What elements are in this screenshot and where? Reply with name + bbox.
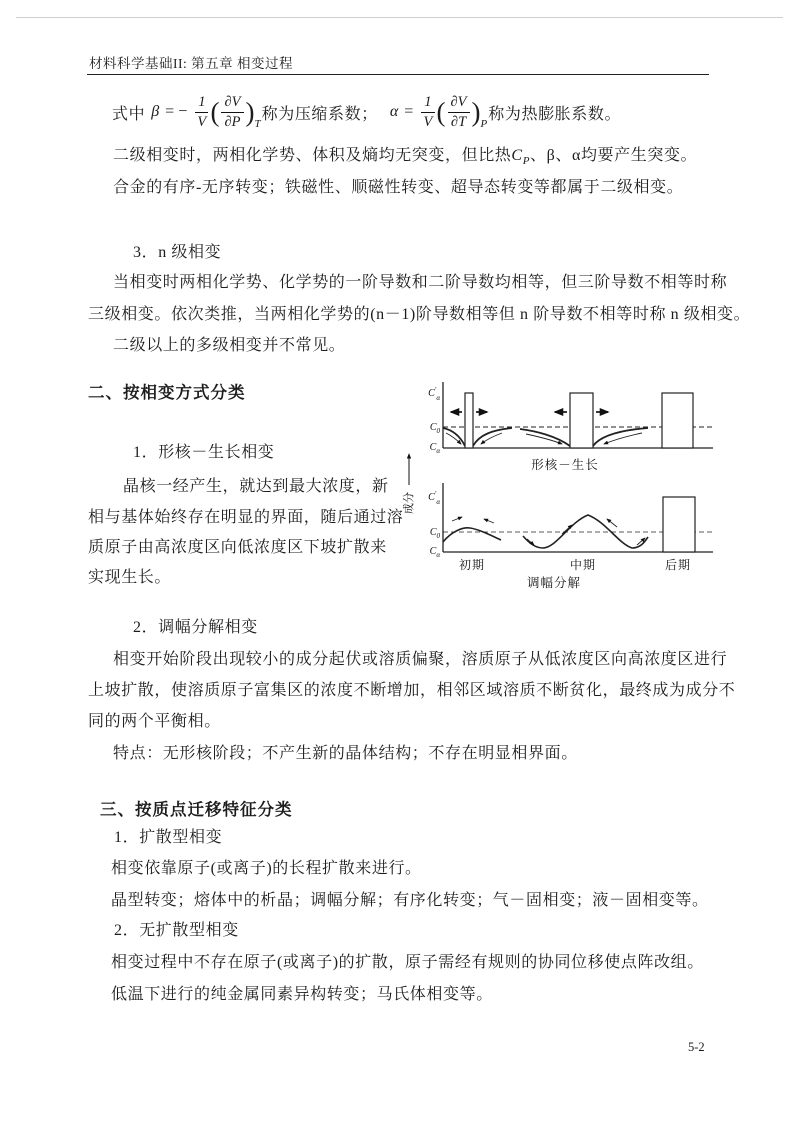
fraction-1-over-V-2: $\frac{1}{V}$	[421, 94, 434, 130]
nucleation-growth-diagram	[443, 382, 713, 448]
diffusion-arrow-1	[446, 433, 461, 444]
heading-spinodal: 2．调幅分解相变	[133, 619, 258, 636]
paragraph-nucleation-1: 晶核一经产生，就达到最大浓度，新	[123, 478, 389, 495]
precipitate-pulse-1	[465, 393, 473, 448]
paragraph-n-level-3: 二级以上的多级相变并不常见。	[113, 337, 346, 354]
compressibility-text: 称为压缩系数；	[261, 105, 378, 123]
right-paren-2: )	[471, 96, 481, 127]
equals-minus: = −	[165, 103, 188, 120]
left-paren: (	[210, 96, 220, 127]
depletion-curve-4	[593, 428, 648, 446]
label-c0-bottom: $C_0$	[429, 527, 440, 540]
page-number: 5-2	[688, 1040, 705, 1054]
paragraph-n-level-1: 当相变时两相化学势、化学势的一阶导数和二阶导数均相等，但三阶导数不相等时称	[113, 274, 728, 291]
paragraph-nucleation-3: 质原子由高浓度区向低浓度区下坡扩散来	[88, 539, 387, 556]
early-stage-wave	[443, 528, 501, 542]
nucleation-growth-caption: 形核－生长	[531, 458, 599, 472]
phase-transformation-diagram	[400, 372, 720, 594]
depletion-curve-1	[443, 428, 465, 446]
paragraph-second-order: 二级相变时，两相化学势、体积及熵均无突变，但比热$C_P$、β、α均要产生突变。	[113, 147, 698, 168]
spinodal-diagram	[443, 483, 713, 552]
label-c-alpha-bottom: $C_\alpha$	[429, 546, 440, 559]
precipitate-pulse-2	[570, 393, 593, 448]
heading-n-level: 3．n 级相变	[133, 244, 222, 261]
precipitate-pulse-3	[662, 393, 693, 448]
equals: =	[404, 103, 414, 120]
fraction-dV-dT: ∂V ∂T	[448, 94, 470, 130]
subscript-P: P	[480, 118, 488, 130]
paragraph-spinodal-1: 相变开始阶段出现较小的成分起伏或溶质偏聚，溶质原子从低浓度区向高浓度区进行	[113, 651, 728, 668]
spinodal-caption: 调幅分解	[526, 576, 582, 590]
stage-label-late: 后期	[664, 558, 692, 572]
alpha-symbol: α	[389, 103, 399, 120]
heading-section-3: 三、按质点迁移特征分类	[100, 801, 293, 819]
label-c-alpha-prime-bottom: $C'_\alpha$	[428, 490, 440, 506]
heading-diffusion: 1．扩散型相变	[114, 829, 223, 846]
formula-lead: 式中	[112, 105, 146, 123]
paragraph-diffusionless-2: 低温下进行的纯金属同素异构转变；马氏体相变等。	[111, 986, 493, 1003]
subscript-T: T	[254, 118, 261, 130]
right-paren: )	[245, 96, 255, 127]
paragraph-nucleation-2: 相与基体始终存在明显的界面，随后通过溶	[88, 509, 404, 526]
header-rule	[87, 74, 709, 75]
thermal-expansion-text: 称为热膨胀系数。	[488, 105, 622, 123]
cp-symbol: C	[511, 147, 523, 164]
heading-diffusionless: 2．无扩散型相变	[114, 922, 239, 939]
late-stage-block	[663, 497, 695, 552]
middle-arrow-2	[562, 525, 572, 534]
paragraph-n-level-2: 三级相变。依次类推，当两相化学势的(n－1)阶导数相等但 n 阶导数不相等时称 n 级相变。	[88, 306, 751, 323]
label-c-alpha-top: $C_\alpha$	[429, 442, 440, 455]
fraction-dV-dP: ∂V ∂P	[221, 94, 243, 130]
paragraph-spinodal-2: 上坡扩散，使溶质原子富集区的浓度不断增加，相邻区域溶质不断贫化，最终成为成分不	[88, 682, 736, 699]
paragraph-diffusion-1: 相变依靠原子(或离子)的长程扩散来进行。	[111, 860, 422, 877]
depletion-curve-3	[520, 429, 570, 446]
stage-label-early: 初期	[458, 558, 486, 572]
stage-label-middle: 中期	[569, 558, 597, 572]
composition-axis-label: 成分	[403, 492, 415, 514]
middle-arrow-3	[607, 519, 617, 527]
left-paren-2: (	[436, 96, 446, 127]
early-arrow-left	[452, 517, 462, 521]
paragraph-nucleation-4: 实现生长。	[88, 569, 172, 586]
paragraph-spinodal-3: 同的两个平衡相。	[88, 713, 221, 730]
early-arrow-right	[484, 519, 494, 523]
paragraph-spinodal-features: 特点：无形核阶段；不产生新的晶体结构；不存在明显相界面。	[113, 745, 578, 762]
paragraph-diffusionless-1: 相变过程中不存在原子(或离子)的扩散，原子需经有规则的协同位移使点阵改组。	[111, 954, 704, 971]
formula-line	[112, 86, 621, 138]
heading-nucleation-growth: 1．形核－生长相变	[133, 444, 275, 461]
page-header: 材料科学基础II: 第五章 相变过程	[89, 56, 293, 71]
label-c0-top: $C_0$	[429, 422, 440, 435]
beta-symbol: β	[151, 103, 160, 120]
paragraph-alloy: 合金的有序-无序转变；铁磁性、顺磁性转变、超导态转变等都属于二级相变。	[113, 179, 684, 196]
heading-section-2: 二、按相变方式分类	[88, 384, 246, 402]
scan-edge-line	[16, 17, 783, 18]
paragraph-diffusion-2: 晶型转变；熔体中的析晶；调幅分解；有序化转变；气－固相变；液－固相变等。	[111, 892, 709, 909]
label-c-alpha-prime-top: $C'_\alpha$	[428, 386, 440, 402]
cp-subscript: P	[522, 155, 531, 168]
composition-axis	[401, 454, 415, 514]
fraction-1-over-V: $\frac{1}{V}$	[195, 94, 208, 130]
